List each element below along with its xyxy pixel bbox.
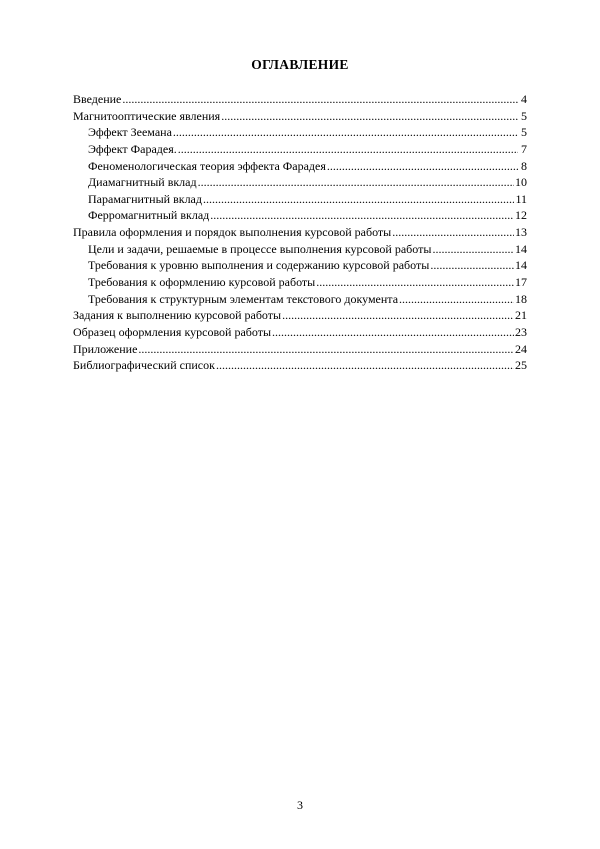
toc-leader-dots (432, 241, 514, 258)
toc-leader-dots (221, 108, 518, 125)
toc-entry-label: Парамагнитный вклад (88, 191, 202, 206)
toc-entry-label: Правила оформления и порядок выполнения курсовой работы (73, 225, 392, 240)
table-of-contents (73, 91, 527, 374)
toc-entry[interactable] (73, 108, 527, 125)
toc-entry-page: 10 (515, 175, 527, 190)
toc-leader-dots (216, 357, 514, 374)
toc-entry[interactable] (73, 207, 527, 224)
toc-entry-label: Требования к структурным элементам текстового документа (88, 291, 399, 306)
toc-leader-dots (173, 124, 518, 141)
toc-entry-label: Эффект Зеемана (88, 125, 172, 140)
toc-entry-page: 18 (515, 291, 527, 306)
toc-entry-page: 25 (515, 358, 527, 373)
toc-entry-page: 24 (515, 341, 527, 356)
toc-leader-dots (210, 207, 514, 224)
toc-entry[interactable] (73, 357, 527, 374)
toc-entry[interactable] (73, 91, 527, 108)
toc-entry-label: Цели и задачи, решаемые в процессе выполнения курсовой работы (88, 241, 432, 256)
toc-entry-page: 5 (521, 125, 527, 140)
toc-entry[interactable] (73, 191, 527, 208)
toc-entry-page: 11 (515, 191, 527, 206)
toc-leader-dots (316, 274, 514, 291)
toc-entry-page: 14 (515, 241, 527, 256)
toc-leader-dots (282, 307, 514, 324)
toc-entry[interactable] (73, 141, 527, 158)
page-title: ОГЛАВЛЕНИЕ (251, 57, 349, 72)
toc-entry[interactable] (73, 274, 527, 291)
toc-entry-page: 12 (515, 208, 527, 223)
toc-entry-page: 23 (515, 324, 527, 339)
toc-leader-dots (178, 141, 518, 158)
toc-entry-label: Библиографический список (73, 358, 215, 373)
toc-entry[interactable] (73, 224, 527, 241)
toc-entry-label: Образец оформления курсовой работы (73, 324, 272, 339)
toc-entry-label: Требования к уровню выполнения и содержанию курсовой работы (88, 258, 430, 273)
toc-entry-page: 21 (515, 308, 527, 323)
toc-entry[interactable] (73, 158, 527, 175)
toc-leader-dots (399, 291, 514, 308)
toc-entry[interactable] (73, 291, 527, 308)
toc-entry-page: 7 (521, 141, 527, 156)
toc-entry-page: 13 (515, 225, 527, 240)
toc-entry-page: 5 (521, 108, 527, 123)
toc-entry[interactable] (73, 124, 527, 141)
page-number: 3 (297, 798, 303, 812)
toc-entry-label: Ферромагнитный вклад (88, 208, 210, 223)
toc-entry-label: Эффект Фарадея. (88, 141, 177, 156)
toc-leader-dots (198, 174, 514, 191)
toc-entry[interactable] (73, 341, 527, 358)
toc-entry[interactable] (73, 324, 527, 341)
toc-entry-label: Задания к выполнению курсовой работы (73, 308, 282, 323)
toc-leader-dots (392, 224, 514, 241)
toc-entry[interactable] (73, 174, 527, 191)
toc-leader-dots (430, 257, 514, 274)
toc-entry-page: 14 (515, 258, 527, 273)
toc-entry-page: 8 (521, 158, 527, 173)
toc-entry-label: Введение (73, 92, 122, 106)
toc-leader-dots (272, 324, 514, 341)
toc-entry[interactable] (73, 241, 527, 258)
toc-entry-label: Приложение (73, 341, 138, 356)
toc-leader-dots (327, 158, 518, 175)
toc-leader-dots (138, 341, 514, 358)
toc-entry-page: 17 (515, 275, 527, 290)
toc-entry-label: Диамагнитный вклад (88, 175, 197, 190)
toc-entry-page: 4 (521, 92, 527, 106)
toc-entry[interactable] (73, 257, 527, 274)
toc-entry[interactable] (73, 307, 527, 324)
toc-leader-dots (122, 91, 518, 108)
toc-entry-label: Требования к оформлению курсовой работы (88, 275, 316, 290)
toc-entry-label: Феноменологическая теория эффекта Фарадея (88, 158, 326, 173)
toc-leader-dots (203, 191, 514, 208)
toc-entry-label: Магнитооптические явления (73, 108, 221, 123)
